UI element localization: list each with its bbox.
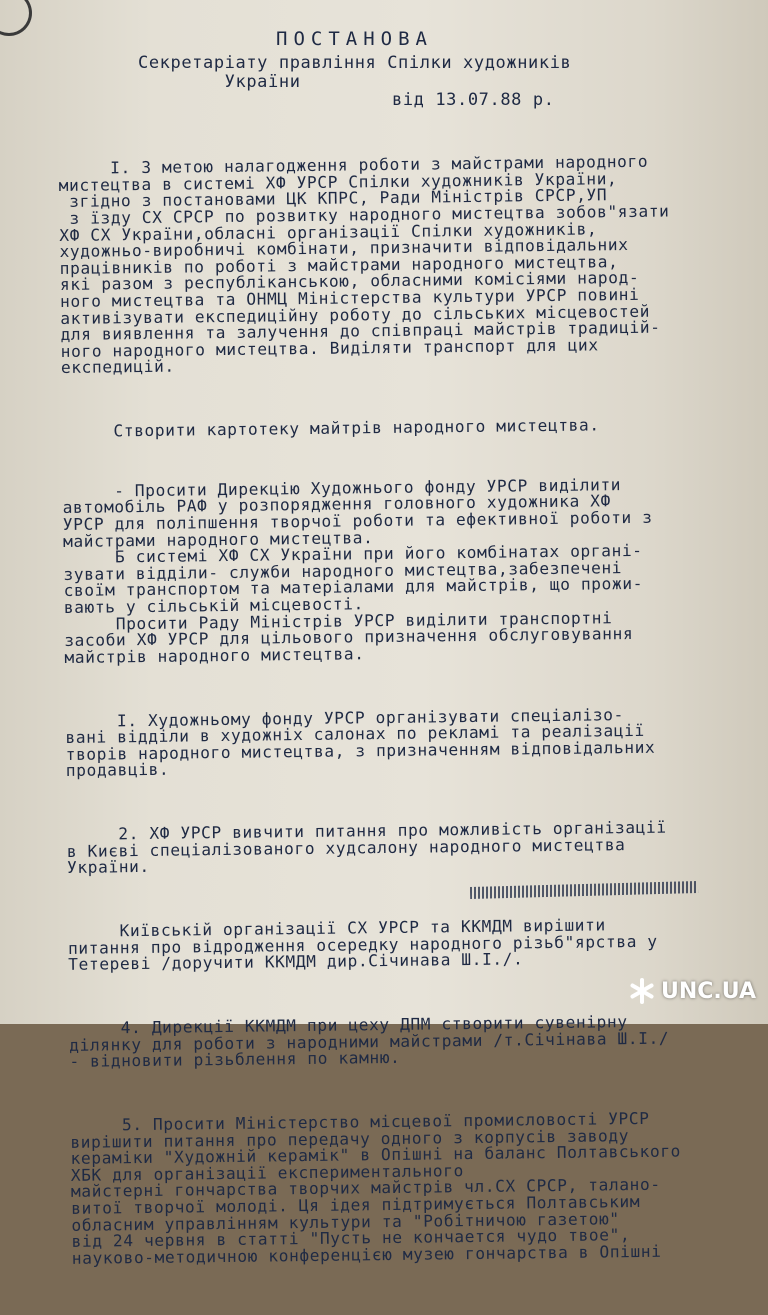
paragraph: Створити картотеку майтрів народного мистецтва. <box>61 415 600 442</box>
document-title: ПОСТАНОВА <box>276 28 433 50</box>
binder-ring-icon <box>0 0 32 36</box>
paragraph: I. Художньому фонду УРСР організувати спеціалізо- вані відділи в художніх салонах по рекламі та реалізації творів народного мистецтва, з призначенням відповідальних продавців. <box>65 704 656 781</box>
paragraph: Київській організації СХ УРСР та ККМДМ вирішити питання про відродження осередку народного різьб"ярства у Тетереві /доручити ККМДМ дир.Січинава Ш.І./. <box>67 915 658 975</box>
paragraph: 2. ХФ УРСР вивчити питання про можливість організації в Києві спеціалізованого худсалону народного мистецтва України. <box>66 817 667 878</box>
document-body <box>58 121 683 1315</box>
document-date: від 13.07.88 р. <box>392 90 555 110</box>
paragraph: 4. Дирекції ККМДМ при цеху ДПМ створити сувенірну ділянку для роботи з народними майстрами /т.Січінава Ш.І./ - відновити різьблення по камню. <box>68 1012 670 1072</box>
paragraph: I. З метою налагодження роботи з майстрами народного мистецтва в системі ХФ УРСР Спілки художників України, згідно з постановами ЦК КПРС, Ради Міністрів СРСР,УП з їзду СХ СРСР по розвитку народного мистецтва зобов"язати ХФ СХ України,обласні організації Спілки художників, художньо-виробничі комбінати, призначити відповідальних працівників по роботі з майстрами народного мистецтва, які разом з республіканською, обласними комісіями народ- ного мистецтва та ОНМЦ Міністерства культури УРСР повині активізувати експедиційну роботу до сільських місцевостей для виявлення та залучення до співпраці майстрів традицій- ного народного мистецтва. Виділяти транспорт для цих експедицій. <box>58 151 670 378</box>
paragraph: - Просити Дирекцію Художнього фонду УРСР виділити автомобіль РАФ у розпорядження головного художника ХФ УРСР для поліпшення творчої роботи та ефективної роботи з майстрами народного мистецтва. Б системі ХФ СХ України при його комбінатах органі- зувати відділи- служби народного мистецтва,забезпечені своїм транспортом та матеріалами для майстрів, що прожи- вають у сільській місцевості. Просити Раду Міністрів УРСР виділити транспортні засоби ХФ УРСР для цільового призначення обслуговування майстрів народного мистецтва. <box>62 475 653 667</box>
document-subtitle: Секретаріату правління Спілки художників України <box>138 53 572 92</box>
watermark <box>629 978 756 1004</box>
paragraph: 5. Просити Міністерство місцевої промисловості УРСР вирішити питання про передачу одного з корпусів заводу кераміки "Художній керамік" в Опішні на баланс Полтавського ХБК для організації експериментального майстерні гончарства творчих майстрів чл.СХ СРСР, талано- витої творчої молоді. Ця ідея підтримується Полтавським обласним управлінням культури та "Робітничою газетою" від 24 червня в статті "Пусть не кончается чудо твое", науково-методичною конференцією музею гончарства в Опішні <box>70 1108 682 1268</box>
watermark-text: UNC.UA <box>661 978 756 1004</box>
snowflake-icon <box>629 978 655 1004</box>
